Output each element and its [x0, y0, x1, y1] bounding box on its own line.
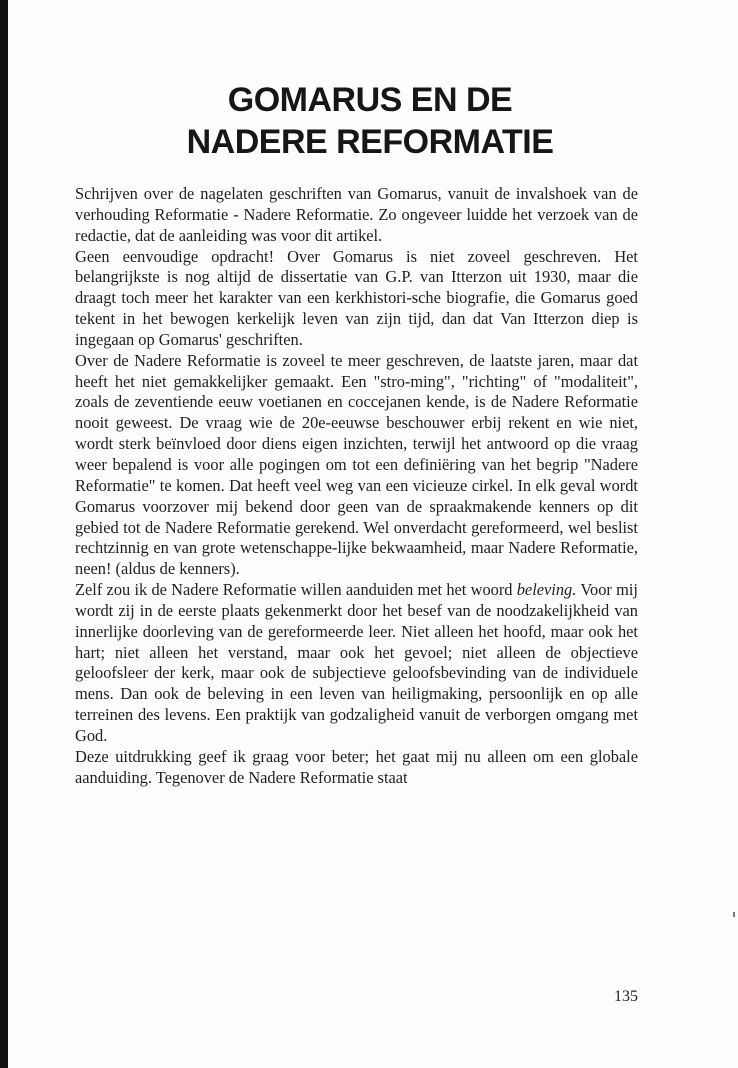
- article-body: [75, 184, 638, 788]
- scan-speck: [733, 912, 735, 917]
- paragraph-4-rest: Voor mij wordt zij in de eerste plaats gekenmerkt door het besef van de noodzakelijkheid van innerlijke doorleving van de gereformeerde leer. Niet alleen het hoofd, maar ook het hart; niet alleen het verstand, maar ook het gevoel; niet alleen de objectieve geloofsleer der kerk, maar ook de subjectieve geloofsbevinding van de individuele mens. Dan ook de beleving in een leven van heiligmaking, persoonlijk en op alle terreinen des levens. Een praktijk van godzaligheid vanuit de verborgen omgang met God.: [75, 580, 638, 745]
- title-line-1: GOMARUS EN DE: [227, 81, 513, 119]
- paragraph-5: Deze uitdrukking geef ik graag voor beter; het gaat mij nu alleen om een globale aanduiding. Tegenover de Nadere Reformatie staat: [75, 746, 638, 787]
- paragraph-1: Schrijven over de nagelaten geschriften van Gomarus, vanuit de invalshoek van de verhouding Reformatie - Nadere Reformatie. Zo ongeveer luidde het verzoek van de redactie, dat de aanleiding was voor dit artikel.: [75, 184, 638, 245]
- paragraph-4-intro: Zelf zou ik de Nadere Reformatie willen aanduiden met het woord: [75, 580, 517, 600]
- title-line-2: NADERE REFORMATIE: [186, 123, 554, 161]
- paragraph-4: [75, 580, 638, 747]
- scan-left-border: [0, 0, 8, 1068]
- page-number: 135: [614, 988, 638, 1005]
- paragraph-2: Geen eenvoudige opdracht! Over Gomarus is niet zoveel geschreven. Het belangrijkste is nog altijd de dissertatie van G.P. van Itterzon uit 1930, maar die draagt toch meer het karakter van een kerkhistori-sche biografie, die Gomarus goed tekent in het bewogen kerkelijk leven van zijn tijd, dan dat Van Itterzon diep is ingegaan op Gomarus' geschriften.: [75, 246, 638, 349]
- paragraph-3: Over de Nadere Reformatie is zoveel te meer geschreven, de laatste jaren, maar dat heeft het niet gemakkelijker gemaakt. Een "stro-ming", "richting" of "modaliteit", zoals de zeventiende eeuw voetianen en coccejanen kende, is de Nadere Reformatie nooit geweest. De vraag wie de 20e-eeuwse beschouwer erbij rekent en wie niet, wordt sterk beïnvloed door diens eigen inzichten, terwijl het antwoord op die vraag weer bepalend is voor alle pogingen om tot een definiëring van het begrip "Nadere Reformatie" te komen. Dat heeft veel weg van een vicieuze cirkel. In elk geval wordt Gomarus voorzover mij bekend door geen van de spraakmakende kenners op dit gebied tot de Nadere Reformatie gerekend. Wel onverdacht gereformeerd, wel beslist rechtzinnig en van grote wetenschappe-lijke bekwaamheid, maar Nadere Reformatie, neen! (aldus de kenners).: [75, 350, 638, 579]
- emphasis-beleving: beleving.: [516, 580, 577, 600]
- article-title: [80, 79, 660, 163]
